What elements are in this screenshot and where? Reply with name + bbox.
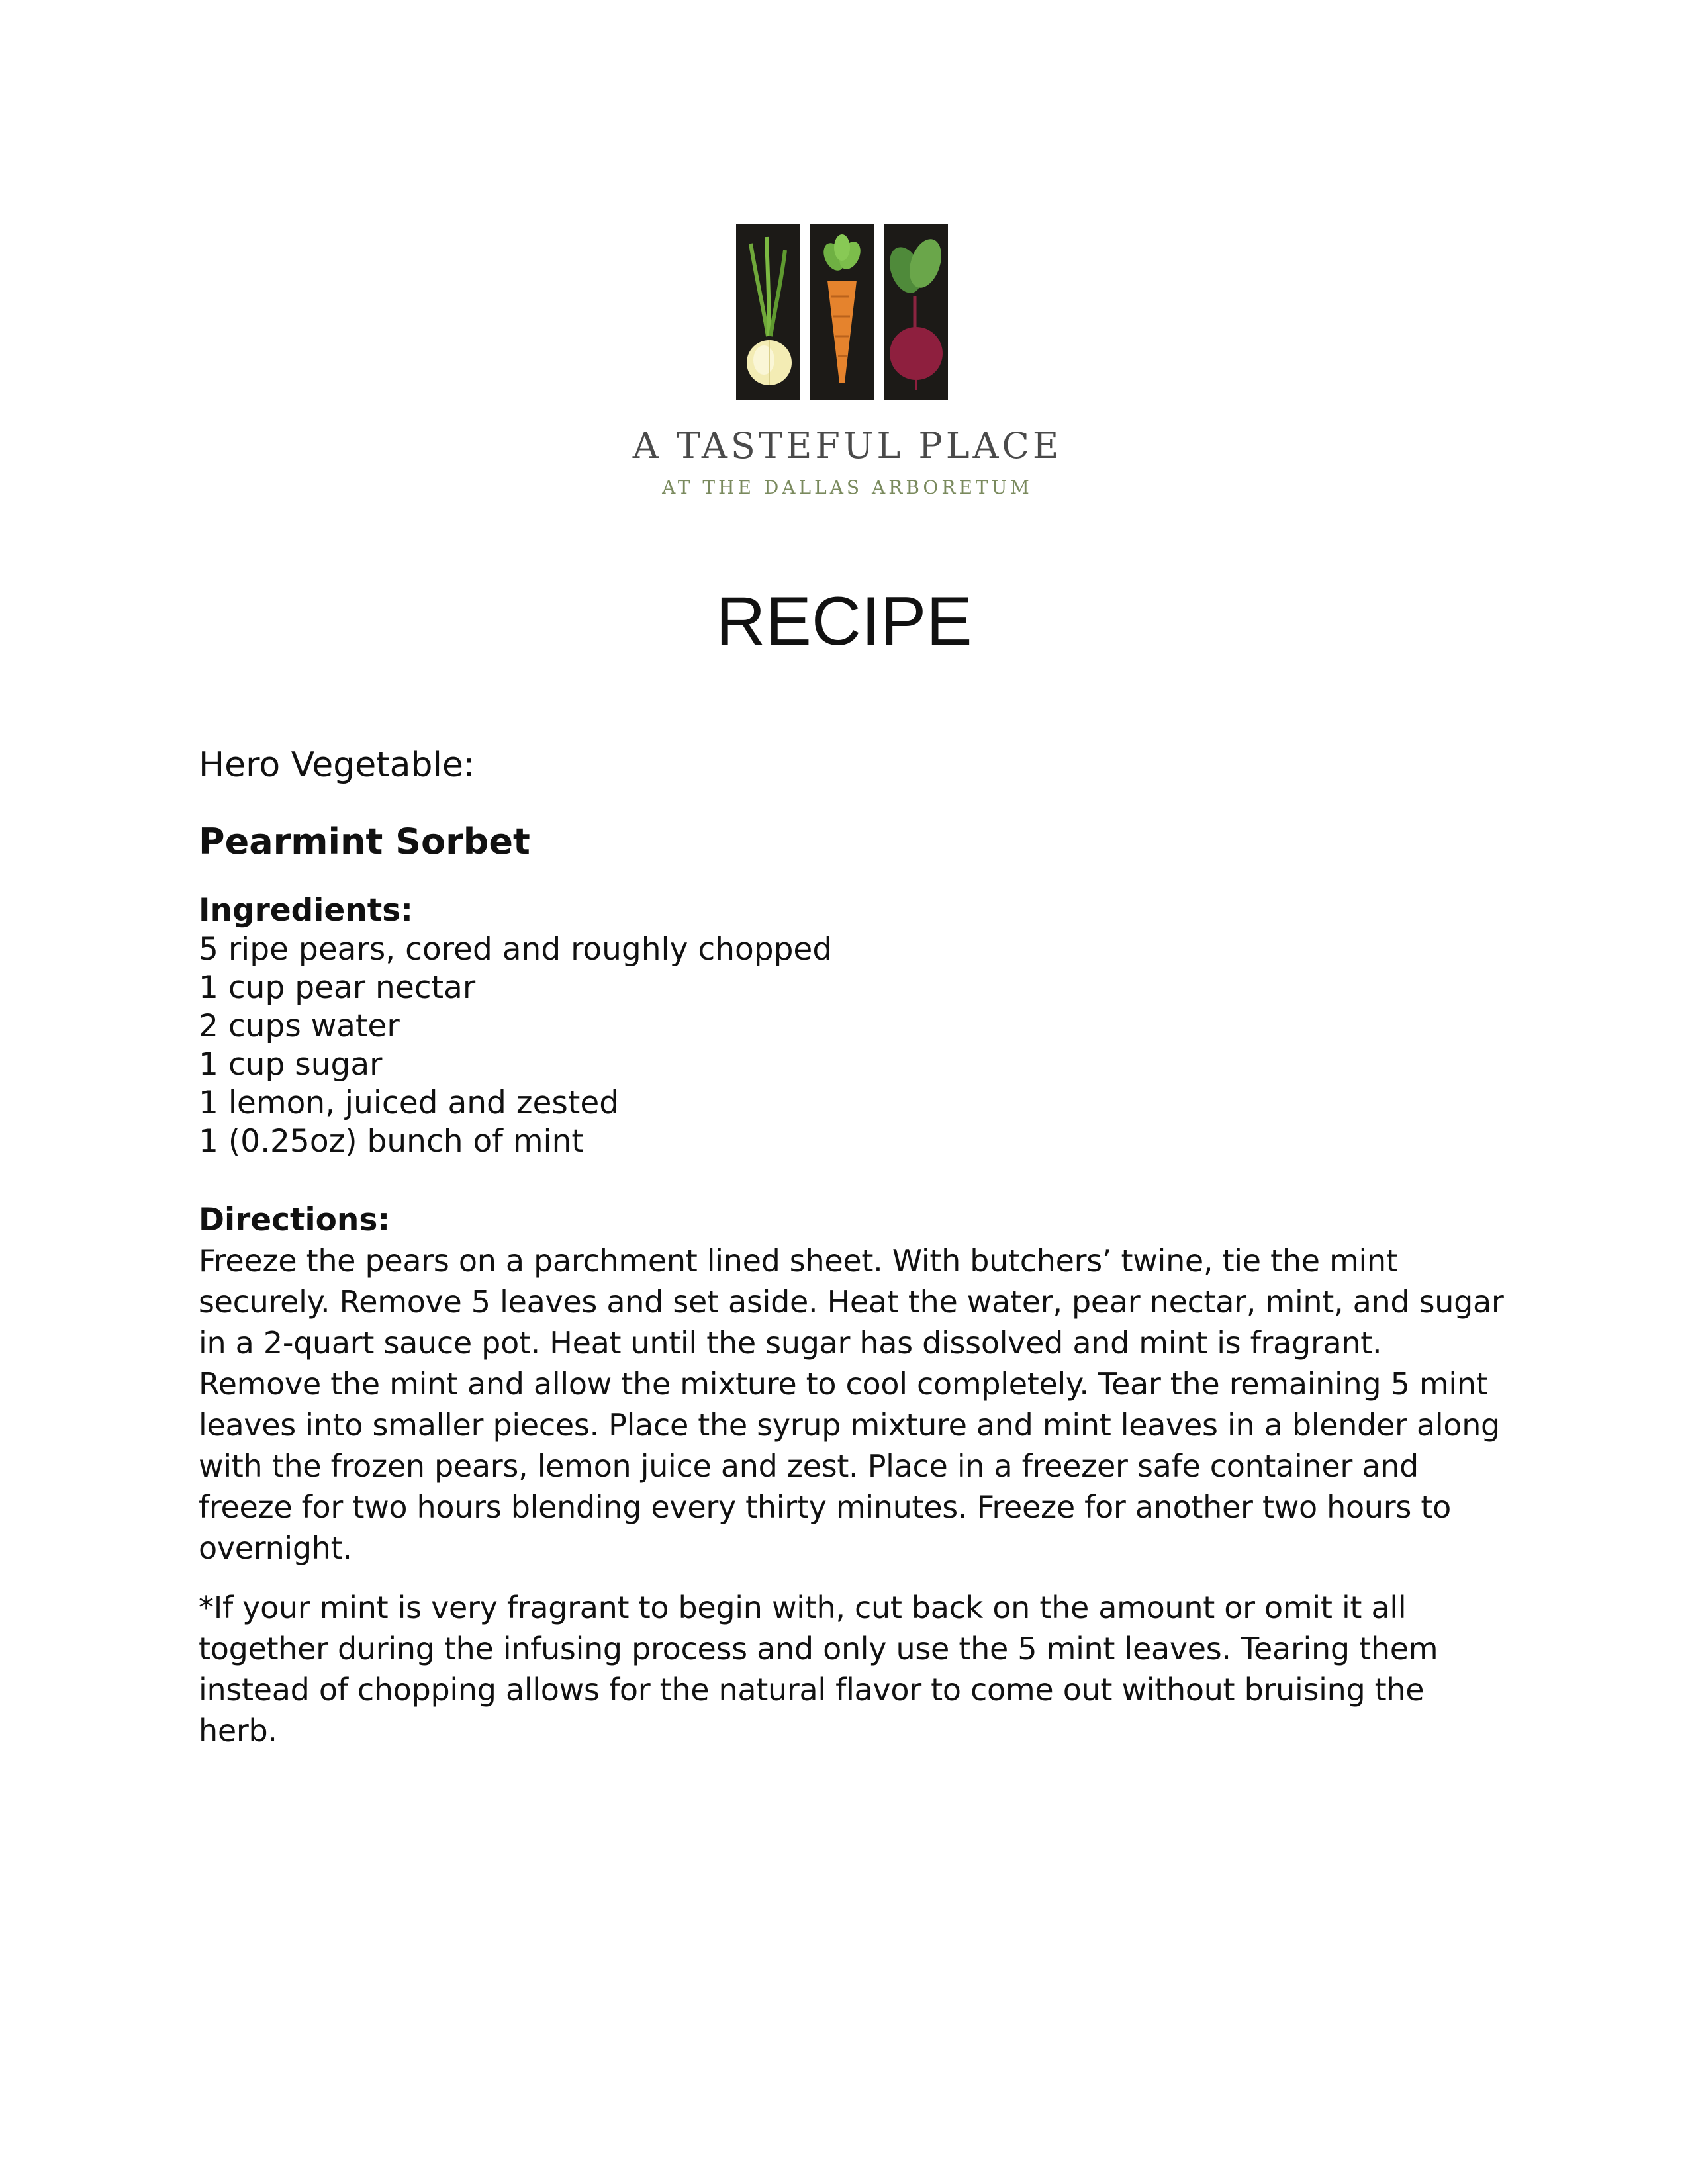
onion-icon: [736, 224, 800, 400]
ingredient-list: [199, 931, 1509, 1161]
beet-icon: [884, 224, 948, 400]
hero-vegetable-label: Hero Vegetable:: [199, 745, 475, 785]
ingredient-item: 1 lemon, juiced and zested: [199, 1085, 620, 1121]
ingredient-item: 2 cups water: [199, 1008, 400, 1044]
recipe-content: [199, 740, 1509, 1770]
directions-text: Freeze the pears on a parchment lined sheet. With butchers’ twine, tie the mint securely. Remove 5 leaves and set aside. Heat the water, pear nectar, mint, and sugar in a 2-quart sauce pot. Heat until the sugar has dissolved and mint is fragrant. Remove the mint and allow the mixture to cool completely. Tear the remaining 5 mint leaves into smaller pieces. Place the syrup mixture and mint leaves in a blender along with the frozen pears, lemon juice and zest. Place in a freezer safe container and freeze for two hours blending every thirty minutes. Freeze for another two hours to overnight.: [199, 1243, 1504, 1566]
brand-logo: [736, 224, 948, 400]
ingredients-heading: Ingredients:: [199, 892, 413, 929]
ingredient-item: 1 (0.25oz) bunch of mint: [199, 1123, 584, 1160]
carrot-icon: [810, 224, 874, 400]
recipe-note: *If your mint is very fragrant to begin with, cut back on the amount or omit it all together during the infusing process and only use the 5 mint leaves. Tearing them instead of chopping allows for the natural flavor to come out without bruising the herb.: [199, 1590, 1438, 1749]
ingredient-item: 1 cup sugar: [199, 1046, 383, 1083]
brand-subtitle: AT THE DALLAS ARBORETUM: [662, 477, 1033, 498]
page-title: RECIPE: [716, 583, 972, 660]
ingredient-item: 1 cup pear nectar: [199, 970, 476, 1006]
brand-name: A TASTEFUL PLACE: [632, 425, 1062, 467]
ingredient-item: 5 ripe pears, cored and roughly chopped: [199, 931, 833, 968]
directions-heading: Directions:: [199, 1202, 391, 1238]
recipe-name: Pearmint Sorbet: [199, 821, 530, 862]
